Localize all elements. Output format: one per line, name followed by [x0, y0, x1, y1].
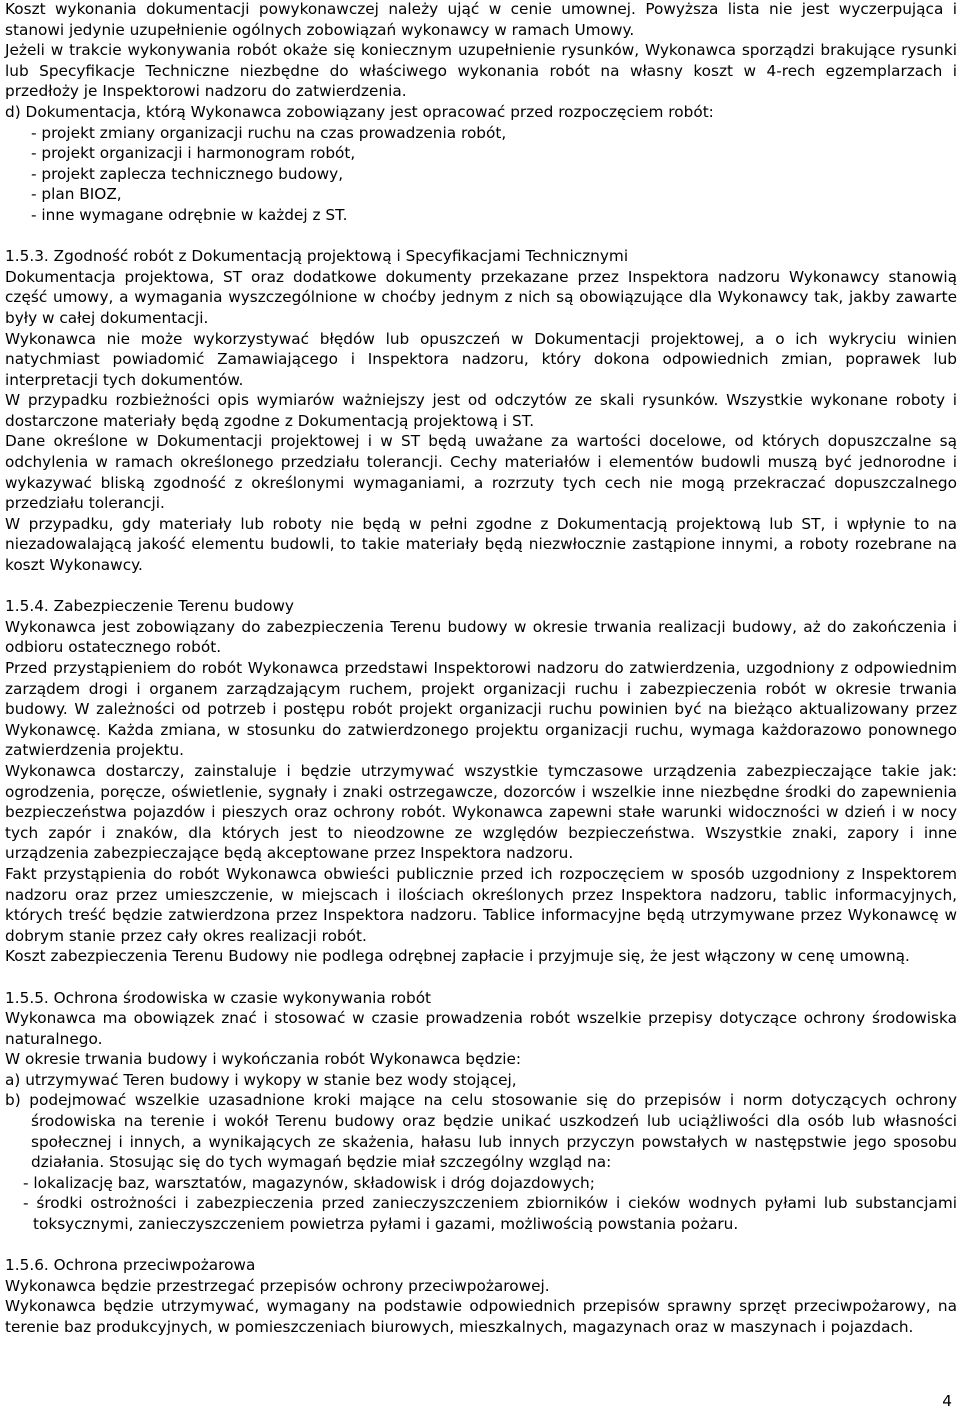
list-item: - projekt zmiany organizacji ruchu na czas prowadzenia robót,	[31, 123, 507, 142]
paragraph: Wykonawca nie może wykorzystywać błędów lub opuszczeń w Dokumentacji projektowej, a o ich wykryciu winien natychmiast powiadomić Zamawiającego i Inspektora nadzoru, który dokona odpowiednich zmian, poprawek lub interpretacji tych dokumentów.	[5, 329, 957, 389]
section-heading: 1.5.3. Zgodność robót z Dokumentacją projektową i Specyfikacjami Technicznymi	[5, 247, 629, 266]
paragraph: Koszt wykonania dokumentacji powykonawczej należy ująć w cenie umownej. Powyższa lista nie jest wyczerpująca i stanowi jedynie uzupełnienie ogólnych zobowiązań wykonawcy w ramach Umowy.	[5, 0, 957, 39]
list-item: a) utrzymywać Teren budowy i wykopy w stanie bez wody stojącej,	[5, 1070, 517, 1089]
list-item: b) podejmować wszelkie uzasadnione kroki mające na celu stosowanie się do przepisów i norm dotyczących ochrony środowiska na terenie i wokół Terenu budowy oraz będzie unikać uszkodzeń lub uciążliwości dla osób lub własności społecznej i innych, a wynikających ze skażenia, hałasu lub innych przyczyn powstałych w następstwie jego sposobu działania. Stosując się do tych wymagań będzie miał szczególny wzgląd na:	[5, 1091, 957, 1172]
paragraph: Fakt przystąpienia do robót Wykonawca obwieści publicznie przed ich rozpoczęciem w sposób uzgodniony z Inspektorem nadzoru oraz przez umieszczenie, w miejscach i ilościach określonych przez Inspektora nadzoru, tablic informacyjnych, których treść będzie zatwierdzona przez Inspektora nadzoru. Tablice informacyjne będą utrzymywane przez Wykonawcę w dobrym stanie przez cały okres realizacji robót.	[5, 864, 957, 945]
page-number: 4	[942, 1392, 952, 1410]
paragraph: Dokumentacja projektowa, ST oraz dodatkowe dokumenty przekazane przez Inspektora nadzoru Wykonawcy stanowią część umowy, a wymagania wyszczególnione w choćby jednym z nich są obowiązujące dla Wykonawcy tak, jakby zawarte były w całej dokumentacji.	[5, 267, 957, 327]
list-item: - plan BIOZ,	[31, 185, 122, 204]
list-item: - inne wymagane odrębnie w każdej z ST.	[31, 205, 348, 224]
list-item: - projekt zaplecza technicznego budowy,	[31, 164, 344, 183]
paragraph: W przypadku rozbieżności opis wymiarów ważniejszy jest od odczytów ze skali rysunków. Wszystkie wykonane roboty i dostarczone materiały będą zgodne z Dokumentacją projektową i ST.	[5, 391, 957, 430]
list-subitem: - środki ostrożności i zabezpieczenia przed zanieczyszczeniem zbiorników i cieków wodnych pyłami lub substancjami toksycznymi, zanieczyszczeniem powietrza pyłami i gazami, możliwością powstania pożaru.	[23, 1194, 957, 1234]
paragraph: Wykonawca jest zobowiązany do zabezpieczenia Terenu budowy w okresie trwania realizacji budowy, aż do zakończenia i odbioru ostatecznego robót.	[5, 617, 957, 657]
paragraph: Dane określone w Dokumentacji projektowej i w ST będą uważane za wartości docelowe, od których dopuszczalne są odchylenia w ramach określonego przedziału tolerancji. Cechy materiałów i elementów budowli muszą być jednorodne i wykazywać bliską zgodność z określonymi wymaganiami, a rozrzuty tych cech nie mogą przekraczać dopuszczalnego przedziału tolerancji.	[5, 432, 957, 513]
paragraph: Jeżeli w trakcie wykonywania robót okaże się koniecznym uzupełnienie rysunków, Wykonawca sporządzi brakujące rysunki lub Specyfikacje Techniczne niezbędne do właściwego wykonania robót na własny koszt w 4-rech egzemplarzach i przedłoży je Inspektorowi nadzoru do zatwierdzenia.	[5, 41, 957, 101]
document-page	[5, 0, 957, 1338]
paragraph: Wykonawca będzie utrzymywać, wymagany na podstawie odpowiednich przepisów sprawny sprzęt przeciwpożarowy, na terenie baz produkcyjnych, w pomieszczeniach biurowych, mieszkalnych, magazynach oraz w maszynach i pojazdach.	[5, 1297, 957, 1336]
paragraph: W przypadku, gdy materiały lub roboty nie będą w pełni zgodne z Dokumentacją projektową lub ST, i wpłynie to na niezadowalającą jakość elementu budowli, to takie materiały będą niezwłocznie zastąpione innymi, a roboty rozebrane na koszt Wykonawcy.	[5, 514, 957, 575]
paragraph: Wykonawca będzie przestrzegać przepisów ochrony przeciwpożarowej.	[5, 1276, 550, 1295]
paragraph: Przed przystąpieniem do robót Wykonawca przedstawi Inspektorowi nadzoru do zatwierdzenia, uzgodniony z odpowiednim zarządem drogi i organem zarządzającym ruchem, projekt organizacji ruchu i zabezpieczenia robót w okresie trwania budowy. W zależności od potrzeb i postępu robót projekt organizacji ruchu powinien być na bieżąco aktualizowany przez Wykonawcę. Każda zmiana, w stosunku do zatwierdzonego projektu organizacji ruchu, wymaga każdorazowo ponownego zatwierdzenia projektu.	[5, 659, 957, 760]
paragraph: W okresie trwania budowy i wykończania robót Wykonawca będzie:	[5, 1050, 522, 1069]
section-heading: 1.5.5. Ochrona środowiska w czasie wykonywania robót	[5, 988, 432, 1007]
paragraph: Wykonawca dostarczy, zainstaluje i będzie utrzymywać wszystkie tymczasowe urządzenia zabezpieczające takie jak: ogrodzenia, poręcze, oświetlenie, sygnały i znaki ostrzegawcze, dozorców i wszelkie inne niezbędne środki do zapewnienia bezpieczeństwa pojazdów i pieszych oraz ochrony robót. Wykonawca zapewni stałe warunki widoczności w dzień i w nocy tych zapór i znaków, dla których jest to nieodzowne ze względów bezpieczeństwa. Wszystkie znaki, zapory i inne urządzenia zabezpieczające będą akceptowane przez Inspektora nadzoru.	[5, 761, 957, 863]
paragraph: Koszt zabezpieczenia Terenu Budowy nie podlega odrębnej zapłacie i przyjmuje się, że jest włączony w cenę umowną.	[5, 947, 910, 966]
list-intro: d) Dokumentacja, którą Wykonawca zobowiązany jest opracować przed rozpoczęciem robót:	[5, 102, 714, 121]
list-item: - projekt organizacji i harmonogram robót,	[31, 144, 356, 163]
paragraph: Wykonawca ma obowiązek znać i stosować w czasie prowadzenia robót wszelkie przepisy dotyczące ochrony środowiska naturalnego.	[5, 1009, 957, 1048]
section-heading: 1.5.6. Ochrona przeciwpożarowa	[5, 1256, 256, 1275]
list-subitem: - lokalizację baz, warsztatów, magazynów, składowisk i dróg dojazdowych;	[23, 1173, 595, 1192]
section-heading: 1.5.4. Zabezpieczenie Terenu budowy	[5, 597, 294, 616]
